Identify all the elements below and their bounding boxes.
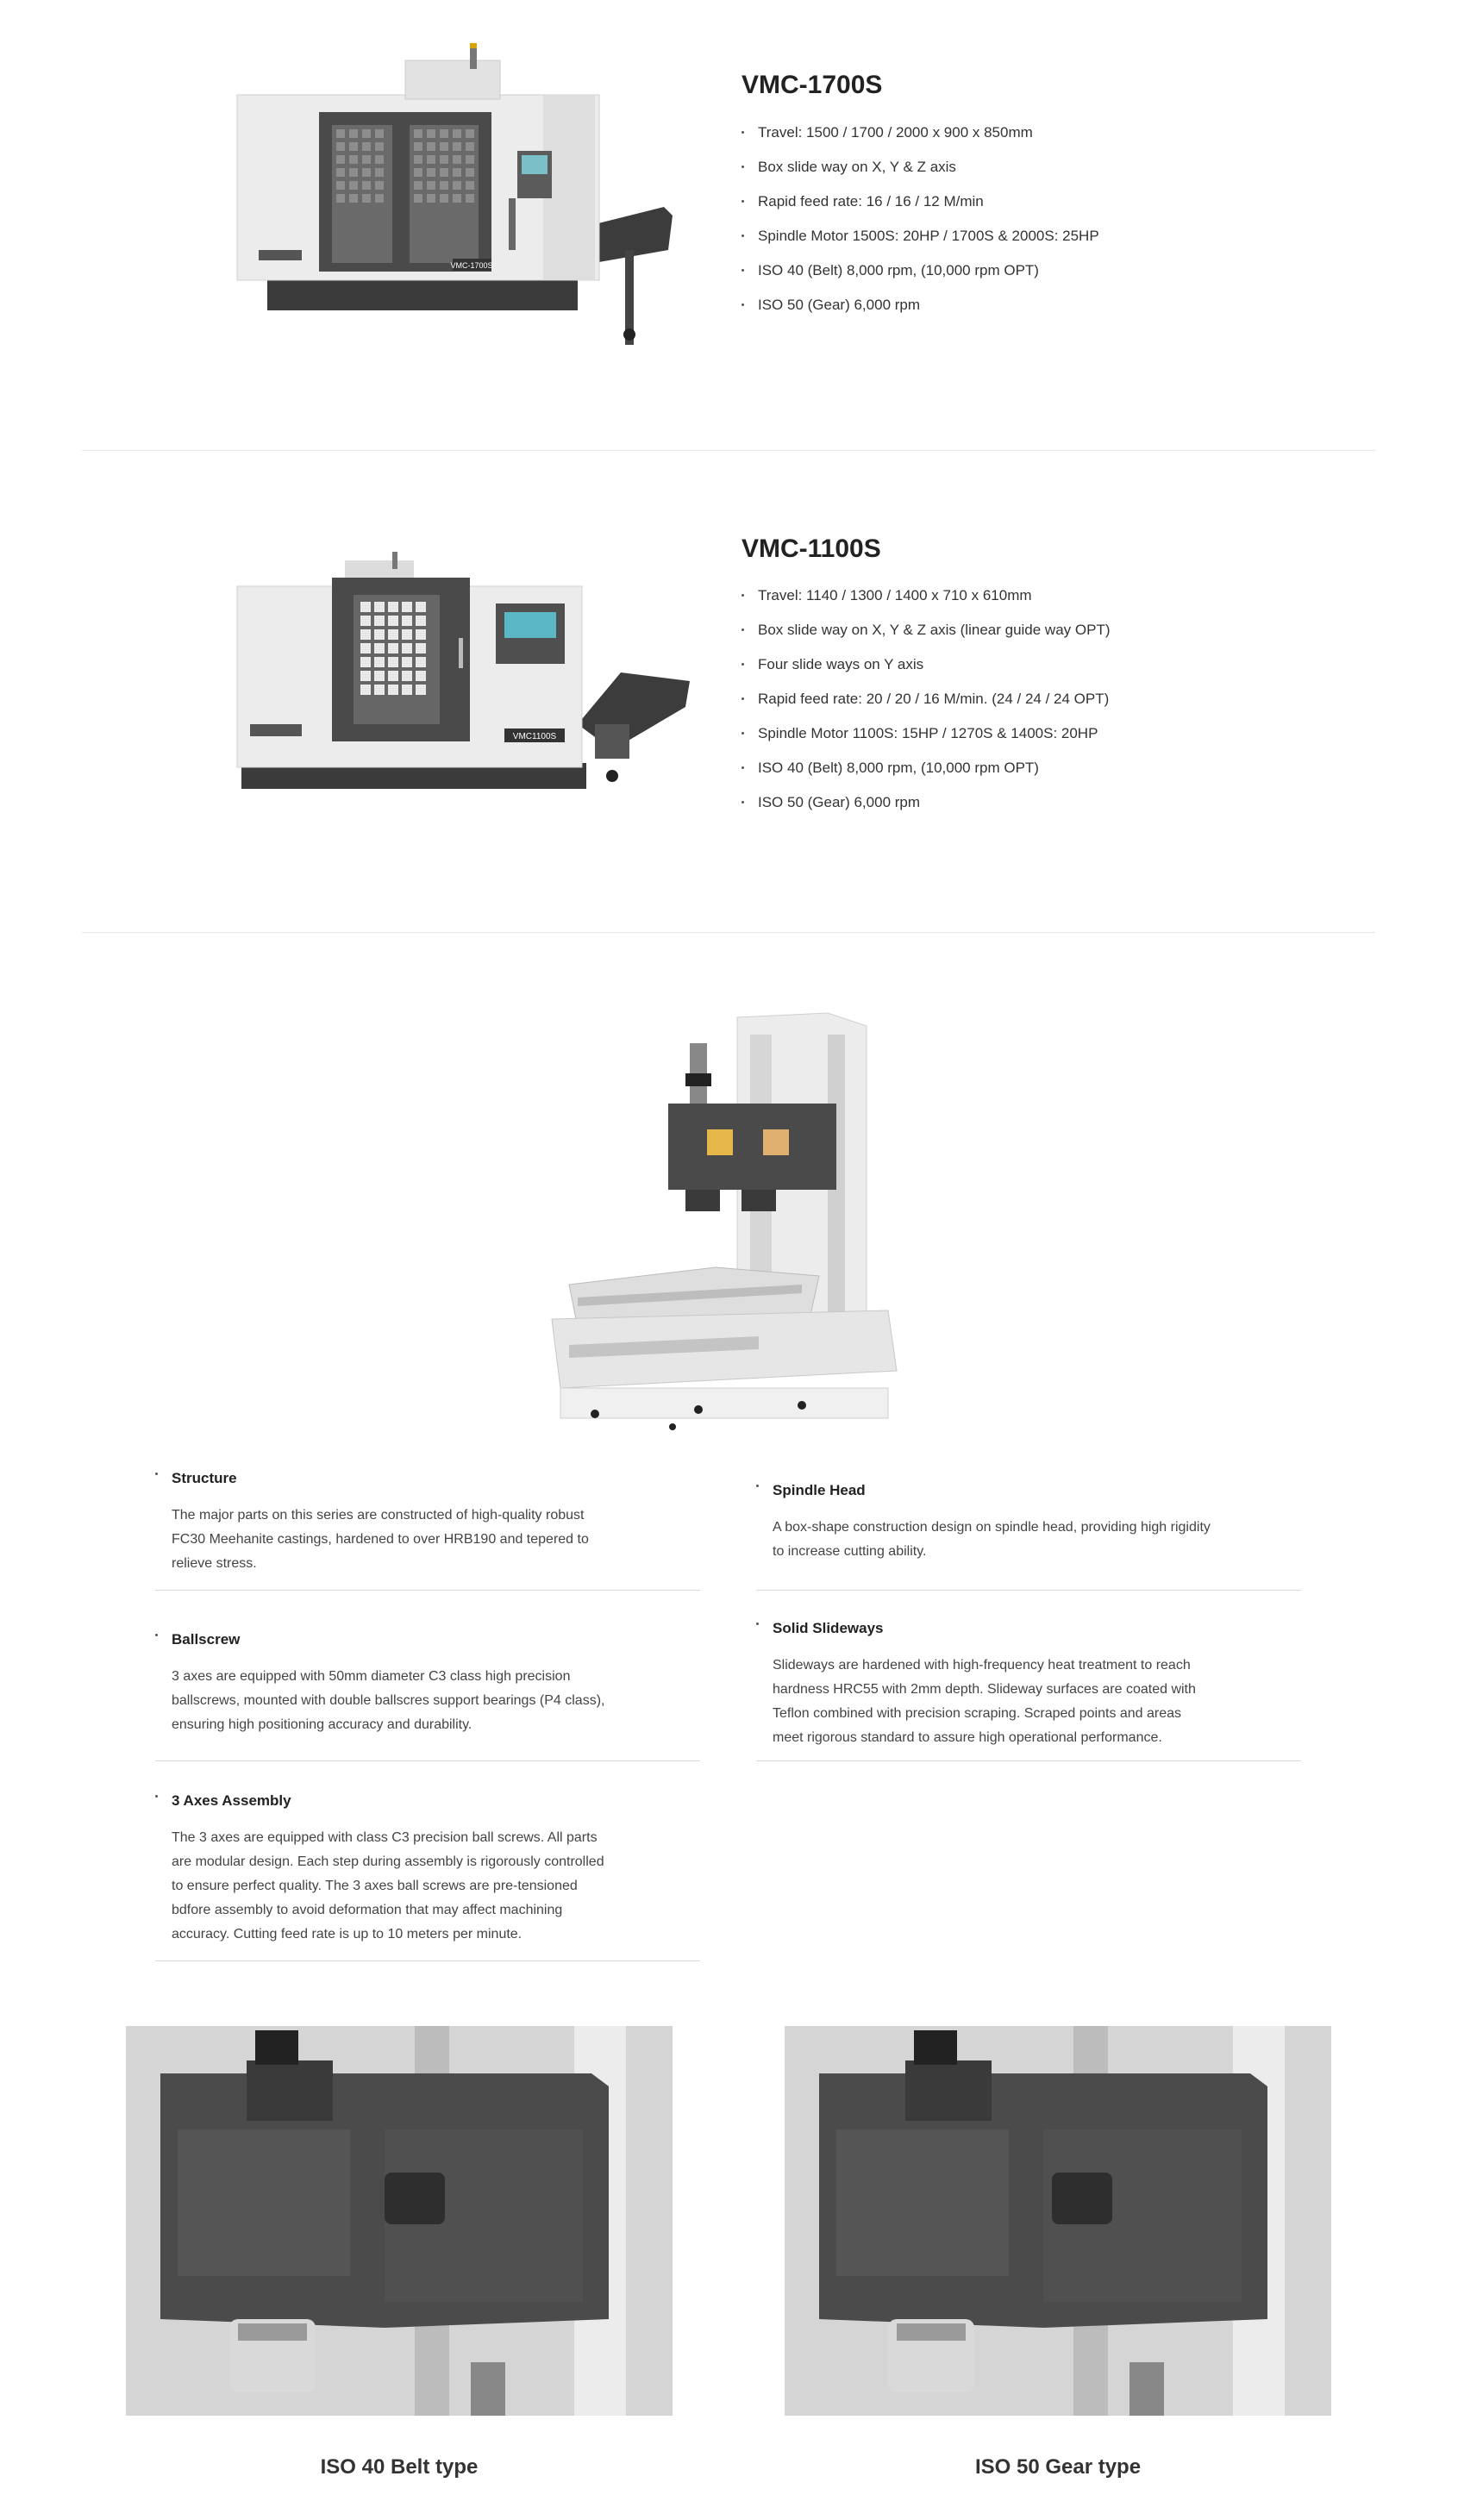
feature-title-structure: Structure xyxy=(155,1469,700,1488)
feature-line: hardness HRC55 with 2mm depth. Slideway surfaces are coated with xyxy=(773,1682,1196,1697)
feature-line: bdfore assembly to avoid deformation that may affect machining xyxy=(172,1903,563,1917)
feature-title-3-axes-assembly: 3 Axes Assembly xyxy=(155,1792,700,1810)
feature-line: 3 axes are equipped with 50mm diameter C3 class high precision xyxy=(172,1669,571,1684)
feature-line: FC30 Meehanite castings, hardened to over HRB190 and tepered to xyxy=(172,1532,589,1547)
spec-item: ISO 50 (Gear) 6,000 rpm xyxy=(742,296,1345,330)
feature-line: accuracy. Cutting feed rate is up to 10 meters per minute. xyxy=(172,1927,523,1942)
feature-structure xyxy=(155,1469,700,1591)
feature-line: Slideways are hardened with high-frequency heat treatment to reach xyxy=(773,1658,1191,1673)
feature-line: A box-shape construction design on spindle head, providing high rigidity xyxy=(773,1520,1211,1535)
feature-spindle-head xyxy=(756,1481,1301,1591)
spec-item: Box slide way on X, Y & Z axis (linear guide way OPT) xyxy=(742,621,1397,655)
iso40-spindle-image xyxy=(126,2026,673,2416)
product-title-vmc-1100s: VMC-1100S xyxy=(742,535,881,563)
spec-item: ISO 40 (Belt) 8,000 rpm, (10,000 rpm OPT) xyxy=(742,759,1397,793)
feature-line: meet rigorous standard to assure high operational performance. xyxy=(773,1730,1162,1745)
feature-title-spindle-head: Spindle Head xyxy=(756,1481,1301,1500)
feature-line: to ensure perfect quality. The 3 axes ball screws are pre-tensioned xyxy=(172,1879,578,1893)
spec-item: Travel: 1140 / 1300 / 1400 x 710 x 610mm xyxy=(742,586,1397,621)
spec-item: Spindle Motor 1500S: 20HP / 1700S & 2000S: 25HP xyxy=(742,227,1345,261)
section-divider xyxy=(82,932,1375,933)
feature-line: The 3 axes are equipped with class C3 precision ball screws. All parts xyxy=(172,1830,598,1845)
feature-text-spindle-head xyxy=(756,1516,1301,1564)
feature-solid-slideways xyxy=(756,1619,1301,1761)
feature-line: The major parts on this series are constructed of high-quality robust xyxy=(172,1508,585,1523)
machine-badge-1700s: VMC-1700S xyxy=(450,261,493,270)
spec-item: Four slide ways on Y axis xyxy=(742,655,1397,690)
feature-line: relieve stress. xyxy=(172,1556,257,1571)
machine-structure-image xyxy=(543,1009,923,1431)
spec-item: ISO 40 (Belt) 8,000 rpm, (10,000 rpm OPT) xyxy=(742,261,1345,296)
feature-text-3-axes-assembly xyxy=(155,1826,700,1947)
spec-item: Travel: 1500 / 1700 / 2000 x 900 x 850mm xyxy=(742,123,1345,158)
feature-text-ballscrew xyxy=(155,1665,700,1737)
feature-title-solid-slideways: Solid Slideways xyxy=(756,1619,1301,1638)
feature-line: ballscrews, mounted with double ballscres support bearings (P4 class), xyxy=(172,1693,605,1708)
feature-text-structure xyxy=(155,1504,700,1576)
machine-badge-1100s: VMC1100S xyxy=(512,732,557,741)
feature-line: ensuring high positioning accuracy and durability. xyxy=(172,1717,472,1732)
vmc-1100s-image xyxy=(233,552,698,802)
feature-line: to increase cutting ability. xyxy=(773,1544,927,1559)
feature-ballscrew xyxy=(155,1630,700,1761)
spec-item: Rapid feed rate: 20 / 20 / 16 M/min. (24 / 24 / 24 OPT) xyxy=(742,690,1397,724)
feature-3-axes-assembly xyxy=(155,1792,700,1961)
spec-item: Spindle Motor 1100S: 15HP / 1270S & 1400S: 20HP xyxy=(742,724,1397,759)
spec-item: Rapid feed rate: 16 / 16 / 12 M/min xyxy=(742,192,1345,227)
caption-iso40-belt: ISO 40 Belt type xyxy=(320,2455,479,2479)
feature-text-solid-slideways xyxy=(756,1654,1301,1750)
iso50-spindle-image xyxy=(785,2026,1331,2416)
feature-title-ballscrew: Ballscrew xyxy=(155,1630,700,1649)
spec-item: Box slide way on X, Y & Z axis xyxy=(742,158,1345,192)
feature-line: Teflon combined with precision scraping. Scraped points and areas xyxy=(773,1706,1182,1721)
spec-list-vmc-1700s xyxy=(742,123,1345,330)
product-title-vmc-1700s: VMC-1700S xyxy=(742,71,883,99)
section-divider xyxy=(82,450,1375,451)
vmc-1700s-image xyxy=(233,43,690,345)
feature-line: are modular design. Each step during assembly is rigorously controlled xyxy=(172,1854,604,1869)
caption-iso50-gear: ISO 50 Gear type xyxy=(974,2455,1142,2479)
spec-item: ISO 50 (Gear) 6,000 rpm xyxy=(742,793,1397,828)
spec-list-vmc-1100s xyxy=(742,586,1397,828)
